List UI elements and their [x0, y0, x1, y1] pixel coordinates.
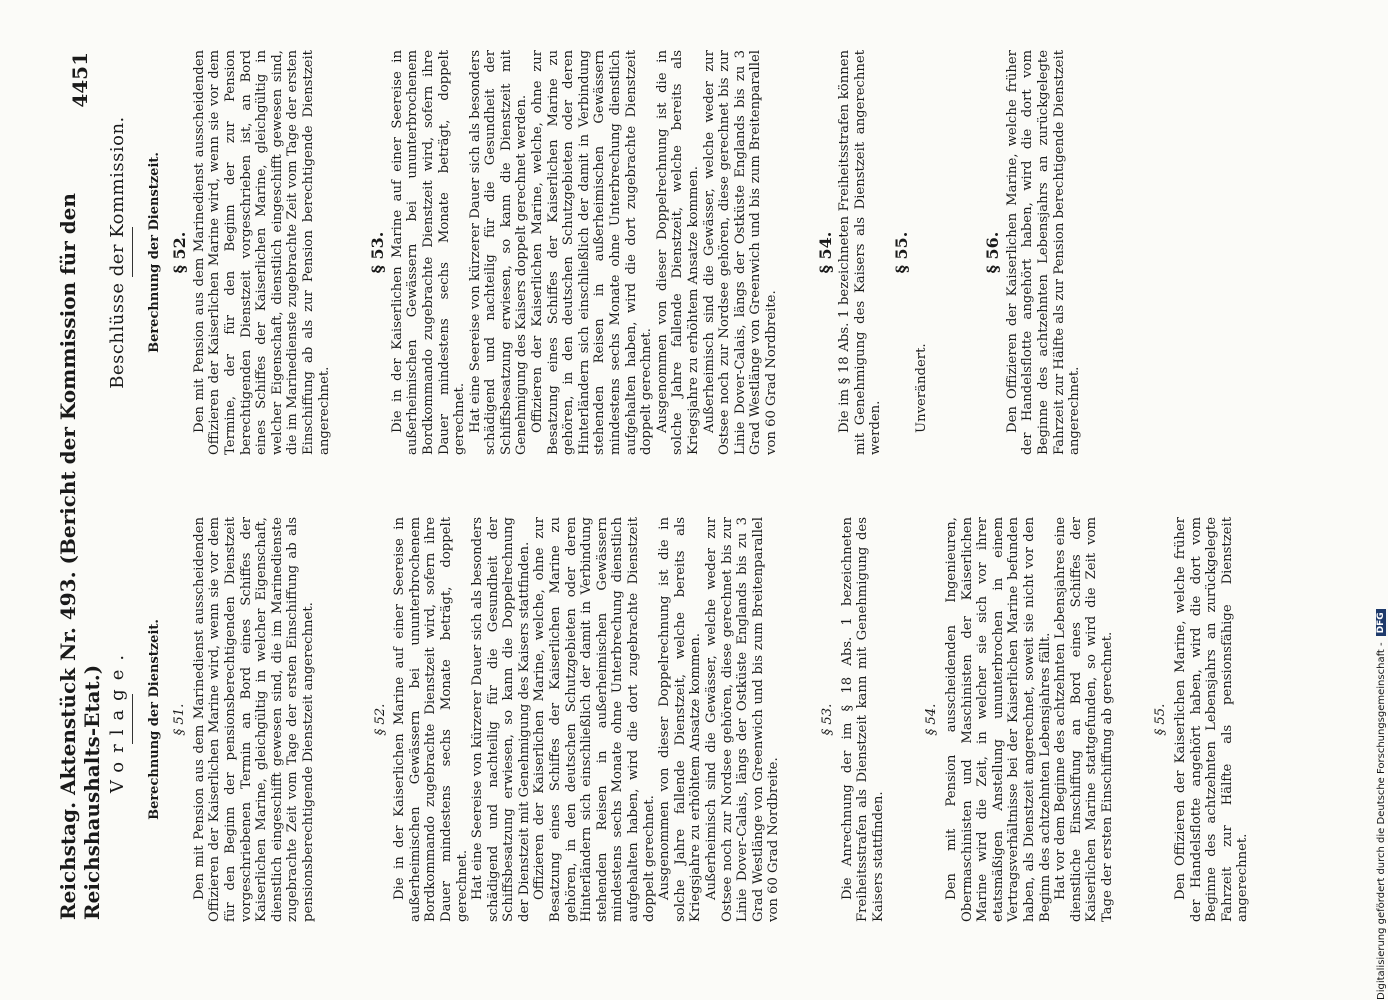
header-title: Reichstag. Aktenstück Nr. 493. (Bericht der Kommission für den Reichshaushalts-Etat.)	[56, 193, 104, 920]
paragraph-text: Offizieren der Kaiserlichen Marine, welche, ohne zur Besatzung eines Schiffes der Kaiserlichen Marine zu gehören, in den deutschen Schutzgebieten oder deren Hinterländern sich einschließlich der damit in Verbindung stehenden Reisen in außerheimischen Gewässern mindestens sechs Monate ohne Unterbrechung dienstlich aufgehalten haben, wird die dort zugebrachte Dienstzeit doppelt gerechnet.	[530, 50, 655, 455]
paragraph-label: § 53.	[819, 703, 835, 736]
paragraph-text: Die in der Kaiserlichen Marine auf einer Seereise in außerheimischen Gewässern bei ununterbrochenem Bordkommando zugebrachte Dienstzeit wird, sofern ihre Dauer mindestens sechs Monate beträgt, doppelt gerechnet.	[389, 50, 468, 455]
paragraph-text: Den mit Pension ausscheidenden Ingenieuren, Obermaschinisten und Maschinisten der Kaiserlichen Marine wird die Zeit, in welcher sie sich vor ihrer etatsmäßigen Anstellung ununterbrochen in einem Vertragsverhältnisse bei der Kaiserlichen Marine befunden haben, als Dienstzeit angerechnet, soweit sie nicht vor den Beginn des achtzehnten Lebensjahres fällt.	[943, 517, 1053, 922]
title-rule	[132, 228, 133, 278]
paragraph-label: § 53.	[368, 231, 388, 274]
paragraph-label: § 52.	[372, 703, 388, 736]
paragraph-text: Den mit Pension aus dem Marinedienst ausscheidenden Offizieren der Kaiserlichen Marine wird, wenn sie vor dem Termine, der für den Beginn der zur Pension berechtigenden Dienstzeit vorgeschrieben ist, an Bord eines Schiffes der Kaiserlichen Marine, gleichgültig in welcher Eigenschaft, dienstlich eingeschifft gewesen sind, die im Marinedienste zugebrachte Zeit vom Tage der ersten Einschiffung ab als zur Pension berechtigende Dienstzeit angerechnet.	[191, 50, 332, 455]
page-header	[56, 52, 104, 920]
paragraph-text: Ausgenommen von dieser Doppelrechnung ist die in solche Jahre fallende Dienstzeit, welche bereits als Kriegsjahre zu erhöhtem Ansatze kommen.	[657, 517, 704, 922]
paragraph-label: § 52.	[170, 231, 190, 274]
paragraph-label: § 55.	[891, 231, 911, 274]
section-heading: Berechnung der Dienstzeit.	[146, 619, 162, 820]
column-vorlage	[107, 517, 1251, 922]
title-rule	[132, 695, 133, 745]
digitization-credit	[1374, 0, 1388, 1000]
paragraph-label: § 56.	[983, 231, 1003, 274]
paragraph-text: Außerheimisch sind die Gewässer, welche weder zur Ostsee noch zur Nordsee gehören, diese gerechnet bis zur Linie Dover-Calais, längs der Ostküste Englands bis zu 3 Grad Westlänge von Greenwich und bis zum Breitenparallel von 60 Grad Nordbreite.	[704, 517, 782, 922]
paragraph-label: § 51.	[172, 703, 188, 736]
paragraph-label: § 54.	[924, 703, 940, 736]
credit-text: Digitalisierung gefördert durch die Deutsche Forschungsgemeinschaft -	[1375, 642, 1387, 1000]
column-title: Beschlüsse der Kommission.	[107, 116, 128, 389]
column-beschluesse	[107, 50, 1083, 455]
paragraph-text: Unverändert.	[913, 343, 929, 433]
dfg-logo: DFG	[1376, 609, 1386, 636]
column-title: Vorlage.	[107, 645, 128, 794]
paragraph-text: Die in der Kaiserlichen Marine auf einer Seereise in außerheimischen Gewässern bei ununterbrochenem Bordkommando zugebrachte Dienstzeit wird, sofern ihre Dauer mindestens sechs Monate beträgt, doppelt gerechnet.	[392, 517, 470, 922]
paragraph-label: § 55.	[1153, 703, 1169, 736]
paragraph-text: Die Anrechnung der im § 18 Abs. 1 bezeichneten Freiheitsstrafen als Dienstzeit kann mit Genehmigung des Kaisers stattfinden.	[839, 517, 886, 922]
page-number: 4451	[68, 52, 92, 108]
paragraph-text: Hat vor dem Beginne des achtzehnten Lebensjahres eine dienstliche Einschiffung an Bord eines Schiffes der Kaiserlichen Marine stattgefunden, so wird die Zeit vom Tage der ersten Einschiffung ab gerechnet.	[1053, 517, 1115, 922]
paragraph-text: Außerheimisch sind die Gewässer, welche weder zur Ostsee noch zur Nordsee gehören, diese gerechnet bis zur Linie Dover-Calais, längs der Ostküste Englands bis zu 3 Grad Westlänge von Greenwich und bis zum Breitenparallel von 60 Grad Nordbreite.	[701, 50, 779, 455]
paragraph-text: Hat eine Seereise von kürzerer Dauer sich als besonders schädigend und nachteilig für die Gesundheit der Schiffsbesatzung erwiesen, so kann die Dienstzeit mit Genehmigung des Kaisers doppelt gerechnet werden.	[467, 50, 530, 455]
paragraph-text: Offizieren der Kaiserlichen Marine, welche, ohne zur Besatzung eines Schiffes der Kaiserlichen Marine zu gehören, in den deutschen Schutzgebieten oder deren Hinterländern sich einschließlich der damit in Verbindung stehenden Reisen in außerheimischen Gewässern mindestens sechs Monate ohne Unterbrechung dienstlich aufgehalten haben, wird die dort zugebrachte Dienstzeit doppelt gerechnet.	[532, 517, 657, 922]
paragraph-text: Den Offizieren der Kaiserlichen Marine, welche früher der Handelsflotte angehört haben, wird die dort vom Beginne des achtzehnten Lebensjahrs an zurückgelegte Fahrzeit zur Hälfte als zur Pension berechtigende Dienstzeit angerechnet.	[1004, 50, 1083, 455]
paragraph-text: Den Offizieren der Kaiserlichen Marine, welche früher der Handelsflotte angehört haben, wird die dort vom Beginne des achtzehnten Lebensjahrs an zurückgelegte Fahrzeit zur Hälfte als pensionsfähige Dienstzeit angerechnet.	[1173, 517, 1251, 922]
paragraph-text: Ausgenommen von dieser Doppelrechnung ist die in solche Jahre fallende Dienstzeit, welche bereits als Kriegsjahre zu erhöhtem Ansatze kommen.	[654, 50, 701, 455]
section-heading: Berechnung der Dienstzeit.	[146, 152, 162, 353]
paragraph-text: Die im § 18 Abs. 1 bezeichneten Freiheitsstrafen können mit Genehmigung des Kaisers als Dienstzeit angerechnet werden.	[837, 50, 884, 455]
paragraph-text: Den mit Pension aus dem Marinedienst ausscheidenden Offizieren der Kaiserlichen Marine wird, wenn sie vor dem für den Beginn der pensionsberechtigenden Dienstzeit vorgeschriebenen Termin an Bord eines Schiffes der Kaiserlichen Marine, gleichgültig in welcher Eigenschaft, dienstlich eingeschifft gewesen sind, die im Marinedienste zugebrachte Zeit vom Tage der ersten Einschiffung ab als pensionsberechtigende Dienstzeit angerechnet.	[191, 517, 316, 922]
paragraph-text: Hat eine Seereise von kürzerer Dauer sich als besonders schädigend und nachteilig für die Gesundheit der Schiffsbesatzung erwiesen, so kann die Doppelrechnung der Dienstzeit mit Genehmigung des Kaisers stattfinden.	[470, 517, 532, 922]
paragraph-label: § 54.	[815, 231, 835, 274]
